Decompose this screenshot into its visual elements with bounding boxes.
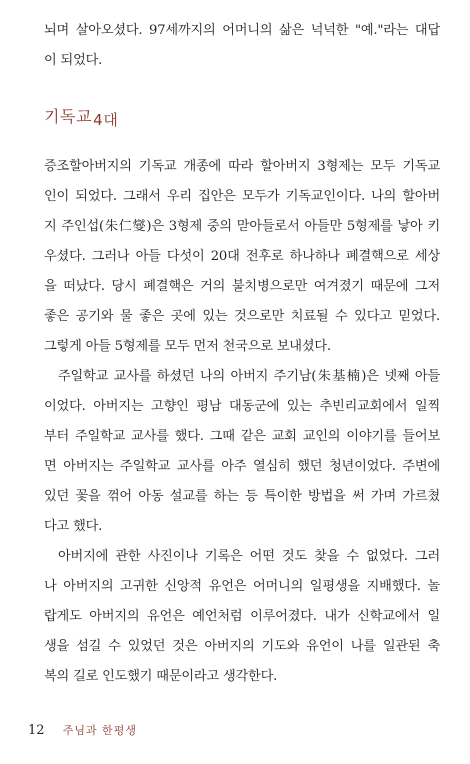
text-line: 을 떠났다. 당시 폐결핵은 거의 불치병으로만 여겨졌기 때문에 그저 bbox=[44, 279, 440, 294]
text-line: 이었다. 아버지는 고향인 평남 대동군에 있는 추빈리교회에서 일찍 bbox=[44, 399, 440, 414]
text-line: 복의 길로 인도했기 때문이라고 생각한다. bbox=[44, 669, 278, 684]
text-line: 인이 되었다. 그래서 우리 집안은 모두가 기독교인이다. 나의 할아버 bbox=[44, 189, 440, 204]
text-line: 부터 주일학교 교사를 했다. 그때 같은 교회 교인의 이야기를 들어보 bbox=[44, 429, 440, 444]
text-line: 랍게도 아버지의 유언은 예언처럼 이루어졌다. 내가 신학교에서 일 bbox=[44, 609, 440, 624]
intro-paragraph bbox=[44, 16, 440, 76]
section-heading-text: 기독교 bbox=[44, 107, 93, 126]
section-heading-sub: 4대 bbox=[93, 111, 119, 129]
running-title: 주님과 한평생 bbox=[62, 724, 137, 737]
page-number: 12 bbox=[28, 723, 45, 738]
text-line: 지 주인섭(朱仁燮)은 3형제 중의 맏아들로서 아들만 5형제를 낳아 키 bbox=[44, 219, 440, 234]
text-line: 아버지에 관한 사진이나 기록은 어떤 것도 찾을 수 없었다. 그러 bbox=[58, 549, 440, 564]
text-line: 좋은 공기와 물 좋은 곳에 있는 것으로만 치료될 수 있다고 믿었다. bbox=[44, 309, 440, 324]
text-line: 우셨다. 그러나 아들 다섯이 20대 전후로 하나하나 폐결핵으로 세상 bbox=[44, 249, 440, 264]
text-line: 다고 했다. bbox=[44, 519, 103, 534]
text-line: 생을 섬길 수 있었던 것은 아버지의 기도와 유언이 나를 일관된 축 bbox=[44, 639, 440, 654]
text-line: 뇌며 살아오셨다. 97세까지의 어머니의 삶은 넉넉한 "예."라는 대답 bbox=[44, 23, 440, 38]
section-body bbox=[44, 152, 440, 692]
text-line: 주일학교 교사를 하셨던 나의 아버지 주기남(朱基楠)은 넷째 아들 bbox=[58, 369, 440, 384]
text-line: 있던 꽃을 꺾어 아동 설교를 하는 등 특이한 방법을 써 가며 가르쳤 bbox=[44, 489, 440, 504]
text-line: 그렇게 아들 5형제를 모두 먼저 천국으로 보내셨다. bbox=[44, 339, 331, 354]
text-line: 이 되었다. bbox=[44, 53, 103, 68]
section-heading bbox=[44, 104, 118, 127]
page-footer bbox=[28, 722, 137, 738]
text-line: 증조할아버지의 기독교 개종에 따라 할아버지 3형제는 모두 기독교 bbox=[44, 159, 440, 174]
text-line: 면 아버지는 주일학교 교사를 아주 열심히 했던 청년이었다. 주변에 bbox=[44, 459, 440, 474]
text-line: 나 아버지의 고귀한 신앙적 유언은 어머니의 일평생을 지배했다. 놀 bbox=[44, 579, 440, 594]
